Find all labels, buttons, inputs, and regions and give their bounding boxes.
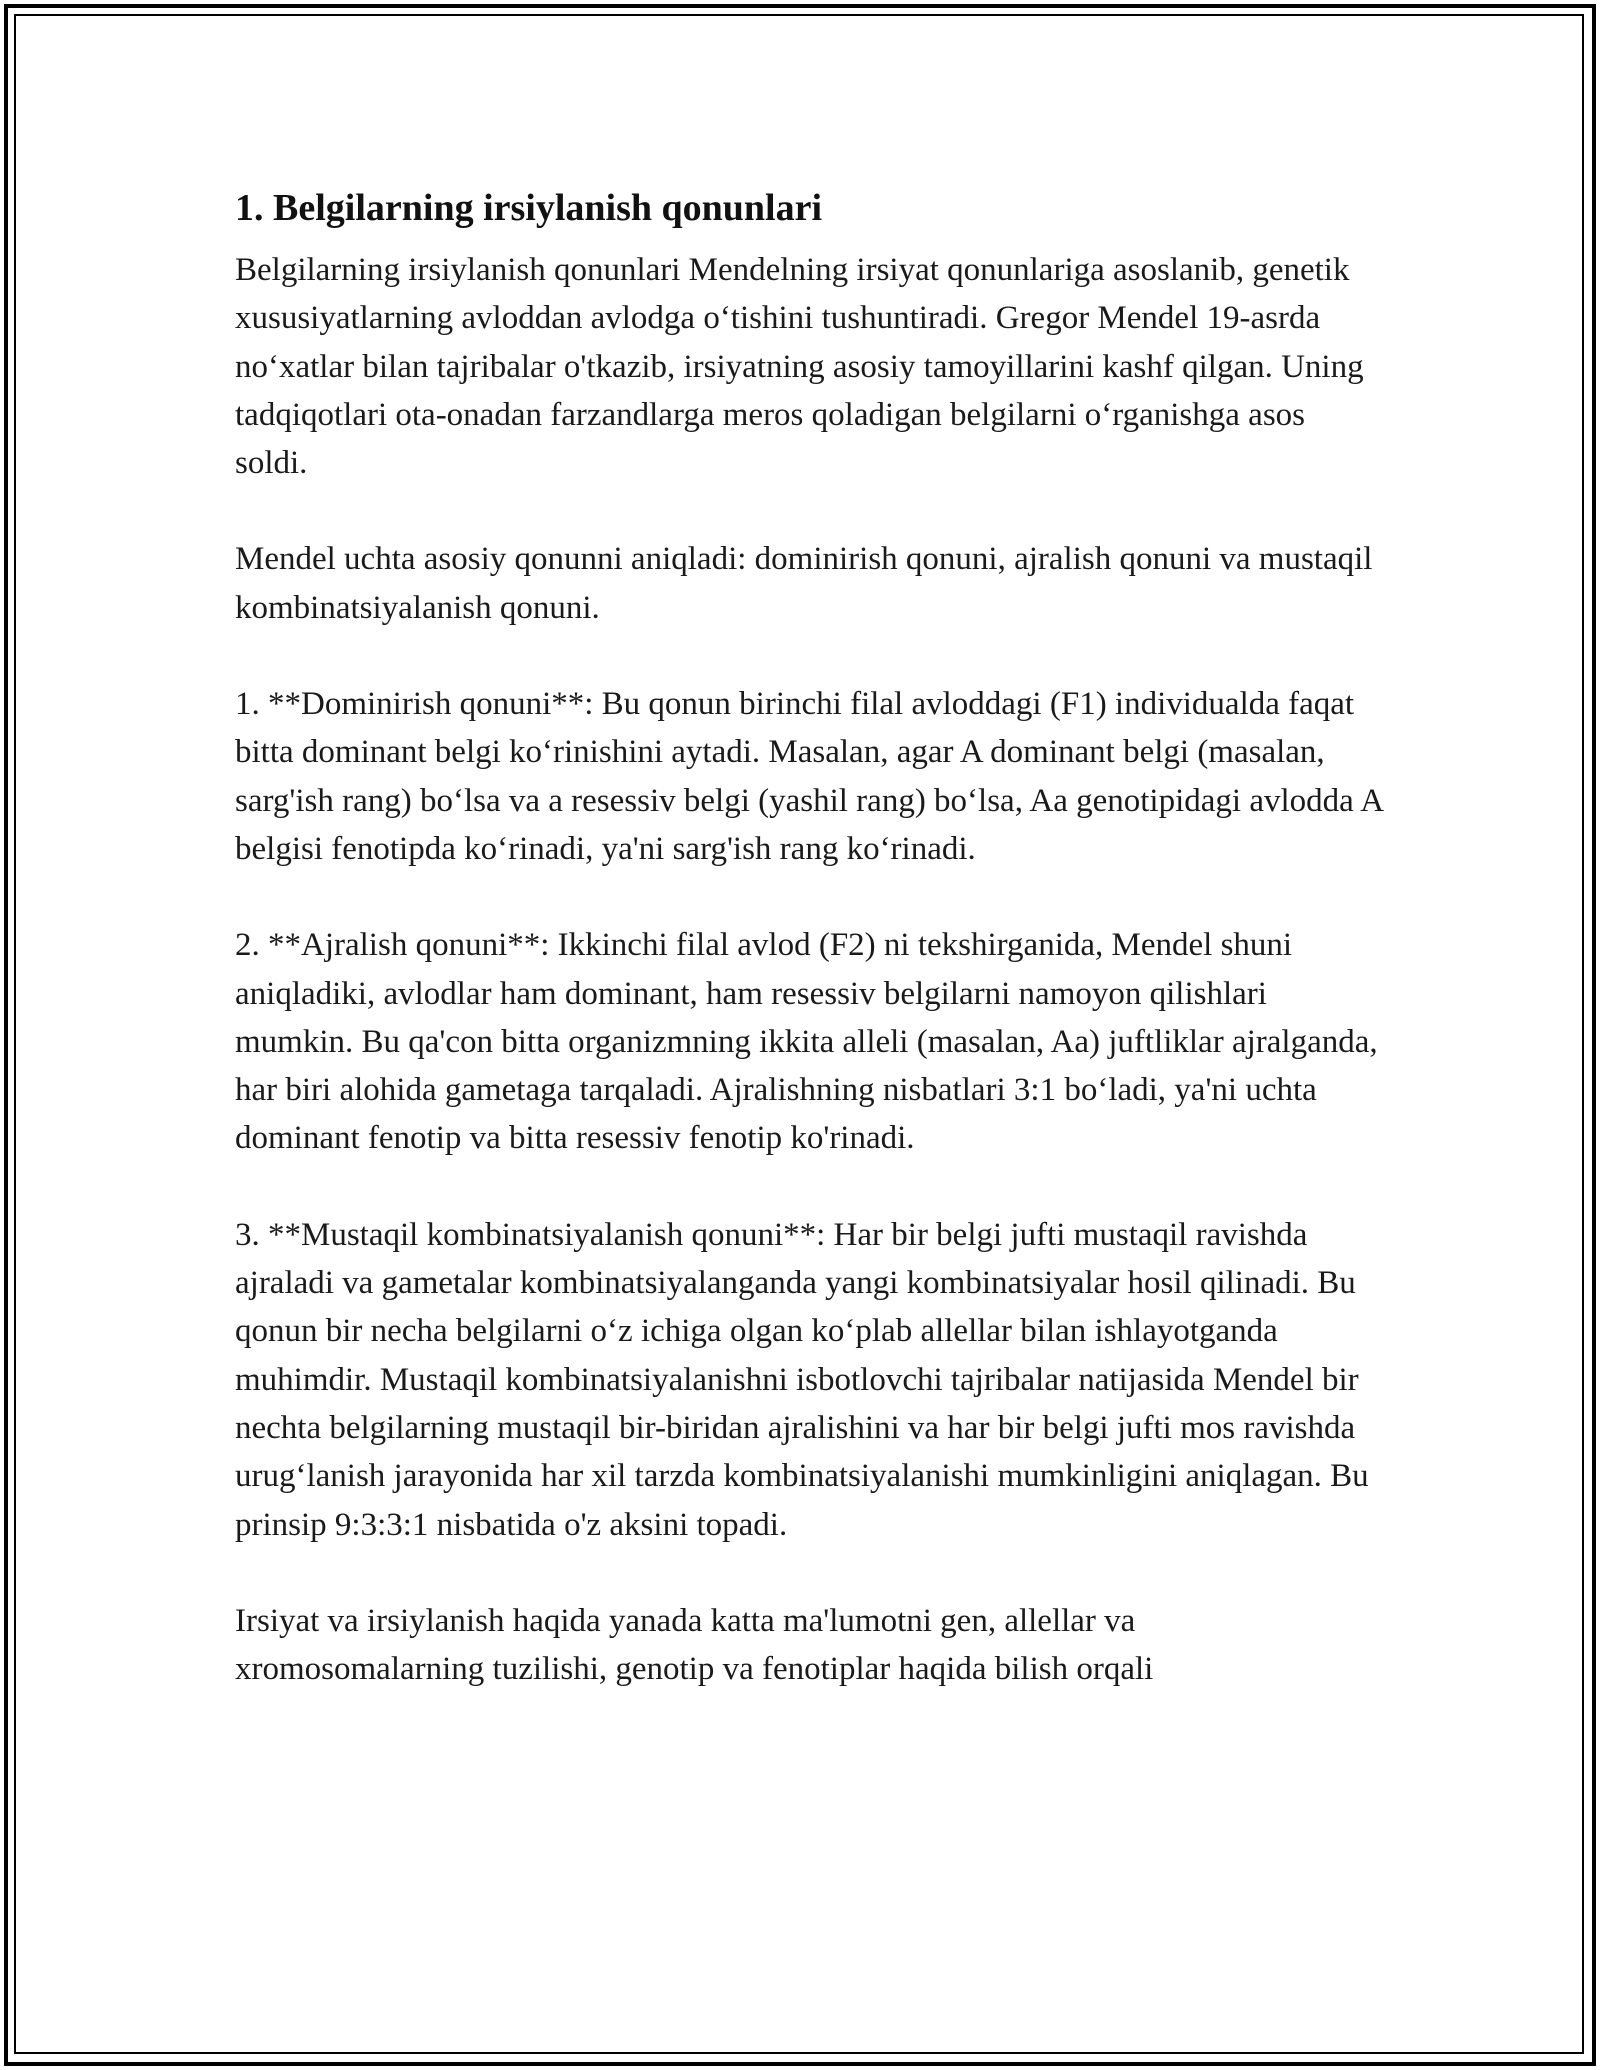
paragraph-conclusion: Irsiyat va irsiylanish haqida yanada katta ma'lumotni gen, allellar va xromosomalarning tuzilishi, genotip va fenotiplar haqida bilish orqali: [235, 1602, 1154, 1688]
document-title: 1. Belgilarning irsiylanish qonunlari: [235, 187, 823, 229]
document-body: [235, 184, 1385, 1741]
paragraph-three-laws: Mendel uchta asosiy qonunni aniqladi: dominirish qonuni, ajralish qonuni va mustaqil kombinatsiyalanish qonuni.: [235, 541, 1373, 626]
paragraph-independent-assortment-law: 3. **Mustaqil kombinatsiyalanish qonuni**: Har bir belgi jufti mustaqil ravishda ajraladi va gametalar kombinatsiyalanganda yangi kombinatsiyalar hosil qilinadi. Bu qonun bir necha belgilarni o‘z ichiga olgan ko‘plab allellar bilan ishlayotganda muhimdir. Mustaqil kombinatsiyalanishni isbotlovchi tajribalar natijasida Mendel bir nechta belgilarning mustaqil bir-biridan ajralishini va har bir belgi jufti mos ravishda urug‘lanish jarayonida har xil tarzda kombinatsiyalanishi mumkinligini aniqlagan. Bu prinsip 9:3:3:1 nisbatida o'z aksini topadi.: [235, 1216, 1369, 1543]
paragraph-dominance-law: 1. **Dominirish qonuni**: Bu qonun birinchi filal avloddagi (F1) individualda faqat bitta dominant belgi ko‘rinishini aytadi. Masalan, agar A dominant belgi (masalan, sarg'ish rang) bo‘lsa va a resessiv belgi (yashil rang) bo‘lsa, Aa genotipidagi avlodda A belgisi fenotipda ko‘rinadi, ya'ni sarg'ish rang ko‘rinadi.: [235, 686, 1383, 867]
paragraph-segregation-law: 2. **Ajralish qonuni**: Ikkinchi filal avlod (F2) ni tekshirganida, Mendel shuni aniqladiki, avlodlar ham dominant, ham resessiv belgilarni namoyon qilishlari mumkin. Bu qa'con bitta organizmning ikkita alleli (masalan, Aa) juftliklar ajralganda, har biri alohida gametaga tarqaladi. Ajralishning nisbatlari 3:1 bo‘ladi, ya'ni uchta dominant fenotip va bitta resessiv fenotip ko'rinadi.: [235, 927, 1378, 1157]
paragraph-intro: Belgilarning irsiylanish qonunlari Mendelning irsiyat qonunlariga asoslanib, genetik xususiyatlarning avloddan avlodga o‘tishini tushuntiradi. Gregor Mendel 19-asrda no‘xatlar bilan tajribalar o'tkazib, irsiyatning asosiy tamoyillarini kashf qilgan. Uning tadqiqotlari ota-onadan farzandlarga meros qoladigan belgilarni o‘rganishga asos soldi.: [235, 252, 1364, 482]
